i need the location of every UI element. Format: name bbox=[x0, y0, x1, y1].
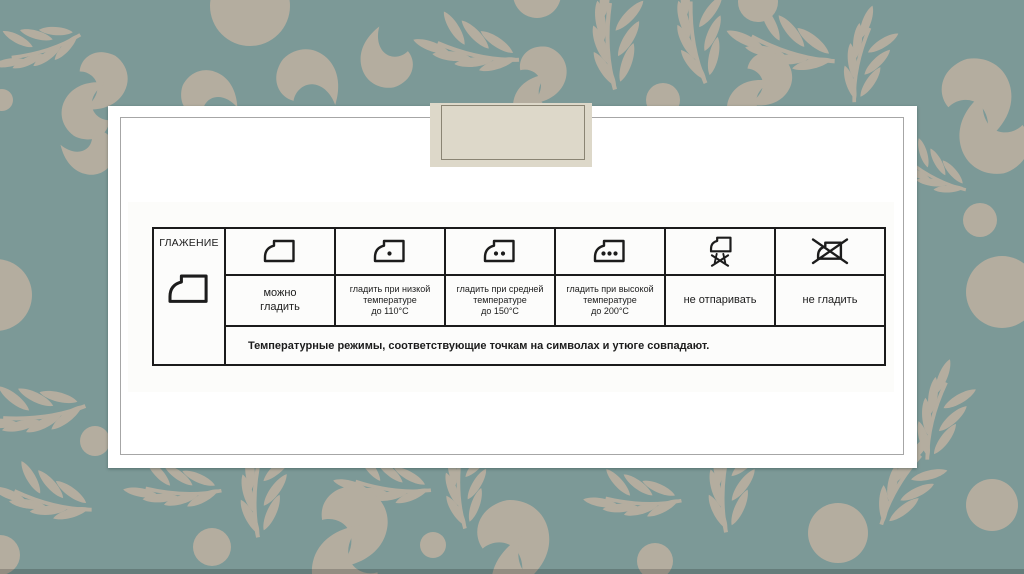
iron-icon bbox=[258, 237, 302, 267]
label-cell-low-temp: гладить при низкой температуре до 110°С bbox=[335, 275, 445, 326]
table-header-cell bbox=[153, 228, 225, 365]
iron-one-dot-icon bbox=[368, 237, 412, 267]
label-cell-do-not-iron: не гладить bbox=[775, 275, 885, 326]
bottom-edge-shade bbox=[0, 569, 1024, 574]
symbol-cell-do-not-iron bbox=[775, 228, 885, 275]
label-cell-no-steaming: не отпаривать bbox=[665, 275, 775, 326]
symbol-cell-iron-three-dots bbox=[555, 228, 665, 275]
symbol-cell-iron-one-dot bbox=[335, 228, 445, 275]
label-cell-high-temp: гладить при высокой температуре до 200°С bbox=[555, 275, 665, 326]
iron-three-dots-icon bbox=[588, 237, 632, 267]
care-symbols-table bbox=[152, 227, 886, 366]
label-cell-can-iron: можно гладить bbox=[225, 275, 335, 326]
symbol-cell-no-steaming bbox=[665, 228, 775, 275]
iron-two-dots-icon bbox=[478, 237, 522, 267]
symbol-cell-iron bbox=[225, 228, 335, 275]
no-steaming-icon bbox=[699, 234, 741, 270]
title-placeholder-border bbox=[441, 105, 585, 160]
iron-large-icon bbox=[161, 271, 217, 309]
symbol-cell-iron-two-dots bbox=[445, 228, 555, 275]
label-cell-medium-temp: гладить при средней температуре до 150°С bbox=[445, 275, 555, 326]
title-placeholder bbox=[430, 103, 592, 167]
do-not-iron-icon bbox=[808, 237, 852, 267]
table-header-label: ГЛАЖЕНИЕ bbox=[159, 237, 219, 249]
footnote-cell: Температурные режимы, соответствующие точкам на символах и утюге совпадают. bbox=[225, 326, 885, 365]
